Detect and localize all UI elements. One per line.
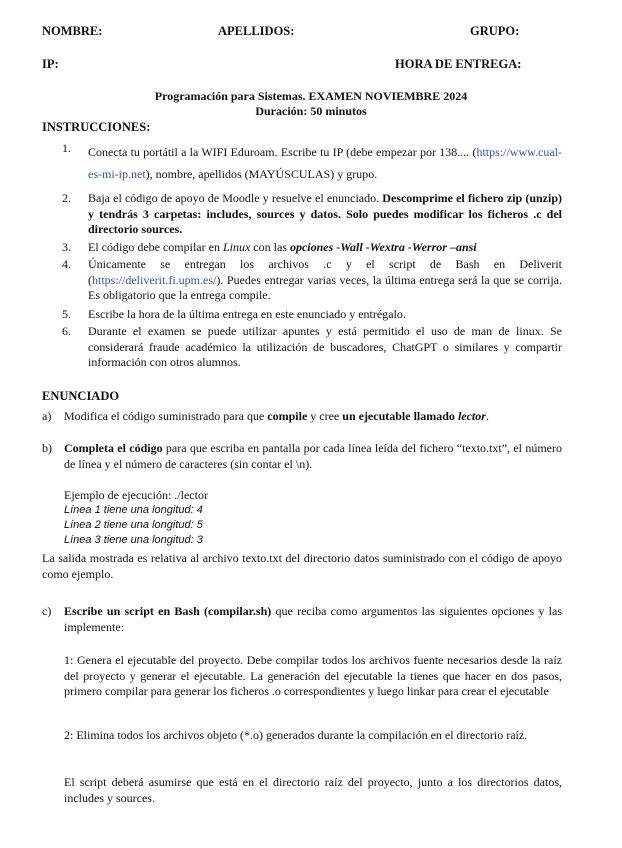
- script-location-note: El script deberá asumirse que está en el directorio raíz del proyecto, junto a los directorios datos, includes y sources.: [64, 775, 562, 805]
- example-note: La salida mostrada es relativa al archivo texto.txt del directorio datos suministrado con el código de apoyo como ejemplo.: [42, 551, 562, 581]
- example-label: Ejemplo de ejecución: ./lector: [64, 488, 208, 502]
- part-text: .: [485, 409, 489, 423]
- part-bold-text: Escribe un script en Bash (compilar.sh): [64, 604, 272, 618]
- part-bold-text: Completa el código: [64, 441, 163, 455]
- part-label: c): [42, 604, 52, 618]
- item-number: 4.: [62, 257, 71, 271]
- item-text: Únicamente se entregan los archivos .c y el script de Bash en Deliverit (: [88, 257, 562, 287]
- example-line: Línea 2 tiene una longitud: 5: [64, 519, 203, 531]
- part-text: y cree: [307, 409, 343, 423]
- instruction-item: [62, 191, 562, 238]
- item-text: ), nombre, apellidos (MAYÚSCULAS) y grupo.: [145, 167, 378, 181]
- item-text: Durante el examen se puede utilizar apuntes y está permitido el uso de man de linux. Se considerará fraude académico la utilización de buscadores, ChatGPT o similares y compartir información con otros alumnos.: [88, 324, 562, 369]
- part-a: [42, 409, 562, 425]
- option-2-text: 2: Elimina todos los archivos objeto (*.o) generados durante la compilación en el directorio raíz.: [64, 728, 528, 742]
- apellidos-label: APELLIDOS:: [218, 24, 295, 38]
- item-number: 1.: [62, 141, 71, 155]
- item-text: con las: [250, 240, 290, 254]
- item-number: 6.: [62, 324, 71, 338]
- part-b: [42, 441, 562, 472]
- exam-duration: Duración: 50 minutos: [255, 104, 367, 118]
- part-text: para que escriba en pantalla por cada línea leída del fichero “texto.txt”, el número de línea y el número de caracteres (sin contar el \n).: [64, 441, 562, 471]
- part-label: b): [42, 441, 52, 455]
- instruction-item: [62, 257, 562, 304]
- item-italic-text: Linux: [222, 240, 251, 254]
- instrucciones-heading: INSTRUCCIONES:: [42, 120, 151, 134]
- nombre-label: NOMBRE:: [42, 24, 103, 38]
- example-line: Línea 1 tiene una longitud: 4: [64, 504, 203, 516]
- item-bold-text: opciones -Wall -Wextra -Werror –ansi: [289, 240, 477, 254]
- part-label: a): [42, 409, 52, 423]
- ip-site-link[interactable]: https://www.cual-es-mi-ip.net: [88, 145, 562, 181]
- option-1-text: 1: Genera el ejecutable del proyecto. Debe compilar todos los archivos fuente necesarios desde la raíz del proyecto y generar el ejecutable. La generación del ejecutable la tienes que hacer en dos pasos, primero compilar para generar los ficheros .o correspondientes y luego linkar para crear el ejecutable: [64, 653, 562, 698]
- instruction-item: [62, 307, 562, 323]
- part-c: [42, 604, 562, 635]
- executable-name: lector: [457, 409, 486, 423]
- exam-title: Programación para Sistemas. EXAMEN NOVIEMBRE 2024: [154, 89, 468, 103]
- enunciado-heading: ENUNCIADO: [42, 389, 120, 403]
- item-text: Baja el código de apoyo de Moodle y resuelve el enunciado.: [88, 191, 383, 205]
- grupo-label: GRUPO:: [470, 24, 520, 38]
- ip-label: IP:: [42, 57, 59, 71]
- item-text: Escribe la hora de la última entrega en este enunciado y entrégalo.: [88, 307, 406, 321]
- example-block: [64, 488, 208, 548]
- part-bold-text: compile: [267, 409, 308, 423]
- instruction-item: [62, 324, 562, 371]
- example-line: Línea 3 tiene una longitud: 3: [64, 534, 203, 546]
- instruction-item: [62, 240, 562, 256]
- instruction-item: [62, 141, 562, 185]
- item-text: El código debe compilar en: [88, 240, 223, 254]
- part-text: que reciba como argumentos las siguientes opciones y las implemente:: [64, 604, 562, 634]
- hora-entrega-label: HORA DE ENTREGA:: [395, 57, 522, 71]
- part-bold-text: un ejecutable llamado: [342, 409, 458, 423]
- part-text: Modifica el código suministrado para que: [64, 409, 268, 423]
- item-bold-text: Descomprime el fichero zip (unzip) y tendrás 3 carpetas: includes, sources y datos. Solo puedes modificar los ficheros .c del directorio sources.: [88, 191, 562, 236]
- item-number: 3.: [62, 240, 71, 254]
- item-number: 5.: [62, 307, 71, 321]
- item-number: 2.: [62, 191, 71, 205]
- deliverit-link[interactable]: https://deliverit.fi.upm.es/: [92, 272, 217, 287]
- item-text: Conecta tu portátil a la WIFI Eduroam. Escribe tu IP (debe empezar por 138.... (: [88, 145, 477, 159]
- item-text: ). Puedes entregar varias veces, la última entrega será la que se corrija. Es obligatorio que la entrega compile.: [88, 272, 562, 302]
